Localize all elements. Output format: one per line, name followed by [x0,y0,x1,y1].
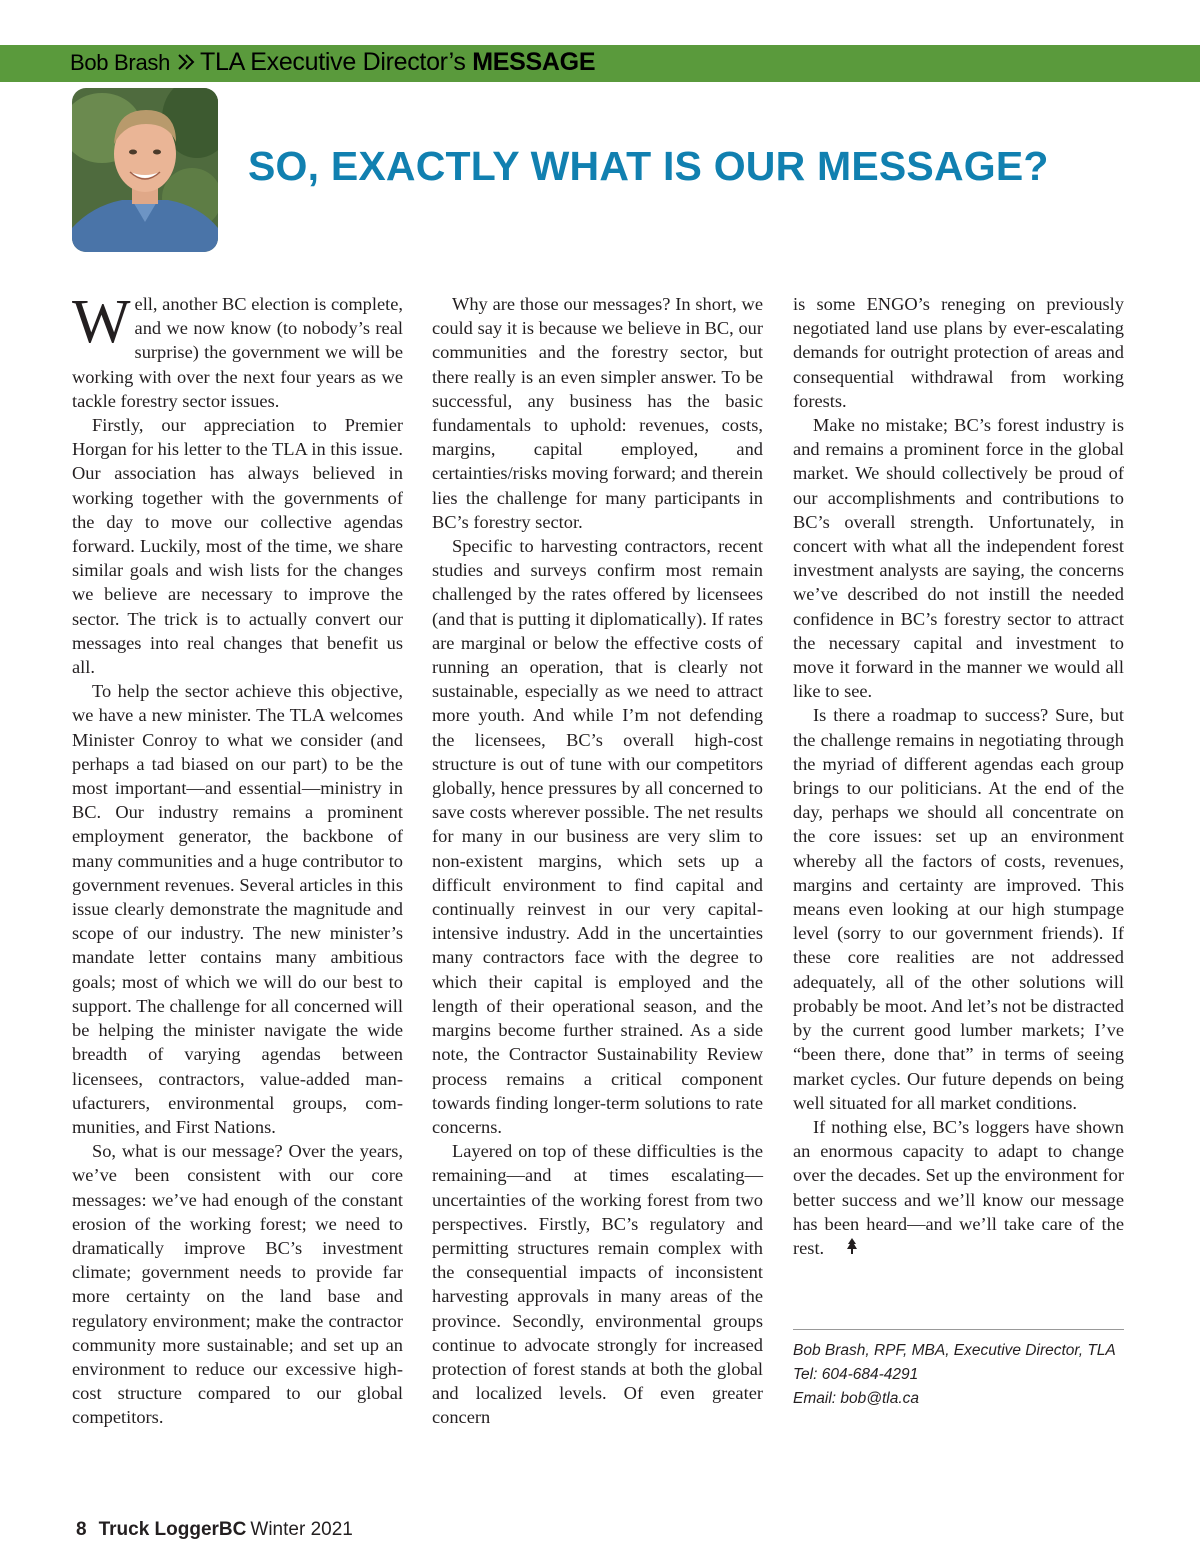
paragraph: Why are those our messages? In short, we could say it is because we believe in BC, our communities and the forestry sector, but there really is an even simpler answer. To be successful, any business has the basic fundamentals to uphold: revenues, costs, margins, capital employed, and certainties/risks moving forward; and therein lies the challenge for many participants in BC’s forestry sector. [432,294,763,532]
tree-icon [826,1236,858,1260]
author-signature [793,1339,1133,1411]
section-banner [0,45,1200,82]
author-portrait [72,88,218,252]
paragraph: Well, another BC election is complete, and we now know (to nobody’s real surprise) the government we will be working with over the next four years as we tackle forestry sector issues. [72,288,403,411]
paragraph: Firstly, our appreciation to Premier Horgan for his letter to the TLA in this issue. Our association has always believed in working together with the governments of the day to move our collective agendas forward. Luckily, most of the time, we share similar goals and wish lists for the changes we believe are necessary to improve the sector. The trick is to actually convert our messages into real changes that benefit us all. [72,415,403,678]
banner-author: Bob Brash [70,50,171,75]
signature-email: Email: bob@tla.ca [793,1390,920,1407]
paragraph: To help the sector achieve this objective, we have a new minister. The TLA welcomes Minister Conroy to what we consider (and perhaps a tad biased on our part) to be the most important—and essential—ministry in BC. Our industry remains a prominent employment generator, the backbone of many communities and a huge contributor to government revenues. Several articles in this issue clearly demonstrate the magnitude and scope of our industry. The new minister’s mandate letter contains many ambitious goals; most of which we will do our best to support. The challenge for all concerned will be helping the minister navigate the wide breadth of varying agendas between licensees, contractors, value-added manufacturers, environmental groups, communities, and First Nations. [72,681,403,1137]
page-title: SO, EXACTLY WHAT IS OUR MESSAGE? [248,143,1049,189]
double-chevron-right-icon [176,50,196,79]
paragraph: Specific to harvesting contractors, recent studies and surveys confirm most remain challenged by the rates offered by licensees (and that is putting it diplomatically). If rates are marginal or below the effective costs of running an operation, that is clearly not sustainable, especially as we need to attract more youth. And while I’m not defending the licensees, BC’s overall high-cost structure is out of tune with our competitors globally, hence pressures by all concerned to save costs wherever possible. The net results for many in our business are very slim to non-existent margins, which sets up a difficult environment to find capital and continually reinvest in our very capital-intensive industry. Add in the uncertainties many contractors face with the degree to which their capital is employed and the length of their operational season, and the margins become further strained. As a side note, the Contractor Sustainability Review process remains a critical component towards finding longer-term solutions to rate concerns. [432,536,763,1137]
paragraph: Make no mistake; BC’s forest industry is and remains a prominent force in the global market. We should collectively be proud of our accomplishments and contributions to BC’s overall strength. Unfortunately, in concert with what all the independent forest investment analysts are saying, the concerns we’ve described do not instill the needed confidence in BC’s forestry sector to attract the necessary capital and investment to move it forward in the manner we would all like to see. [793,415,1124,702]
page-number: 8 [76,1519,87,1540]
signature-divider [793,1329,1124,1330]
article-column-1 [72,288,403,1430]
paragraph: Layered on top of these difficulties is the remaining—and at times escalating—uncertainties of the working forest from two perspectives. Firstly, BC’s regulatory and permitting structures remain complex with the consequential impacts of inconsistent harvesting approvals in many areas of the province. Secondly, environmental groups continue to advocate strongly for increased protection of forest stands at both the global and localized levels. Of even greater concern [432,1141,763,1428]
magazine-name: Truck LoggerBC [98,1519,247,1540]
signature-name: Bob Brash, RPF, MBA, Executive Director, TLA [793,1342,1116,1359]
paragraph: Is there a roadmap to success? Sure, but the challenge remains in negotiating through the myriad of different agendas each group brings to our politicians. At the end of the day, perhaps we should all concentrate on the core issues: set up an environment whereby all the factors of costs, revenues, margins and certainty are improved. This means even looking at our high stumpage level (sorry to our government friends). If these core realities are not addressed adequately, all of the other solutions will probably be moot. And let’s not be distracted by the current good lumber markets; I’ve “been there, done that” in terms of seeing market cycles. Our future depends on being well situated for all market conditions. [793,705,1124,1113]
issue-date: Winter 2021 [250,1519,353,1540]
article-column-2 [432,292,763,1430]
banner-section-title: TLA Executive Director’s [200,48,473,76]
paragraph: is some ENGO’s reneging on previously negotiated land use plans by ever-escalating demands for outright protection of areas and consequential withdrawal from working forests. [793,294,1124,411]
banner-section-emphasis: MESSAGE [472,48,596,76]
page-footer [76,1519,353,1541]
signature-phone: Tel: 604-684-4291 [793,1366,919,1383]
paragraph: So, what is our message? Over the years, we’ve been consistent with our core messages: we’ve had enough of the constant erosion of the working forest; we need to dramatically improve BC’s investment climate; government needs to provide far more certainty on the land base and regulatory environment; make the contractor community more sustainable; and set up an environment to reduce our excessive high-cost structure compared to our global competitors. [72,1141,403,1428]
paragraph: If nothing else, BC’s loggers have shown an enormous capacity to adapt to change over the decades. Set up the environment for better success and we’ll know our message has been heard—and we’ll take care of the rest. [793,1115,1124,1260]
article-column-3 [793,292,1124,1260]
drop-cap: W [72,288,131,356]
